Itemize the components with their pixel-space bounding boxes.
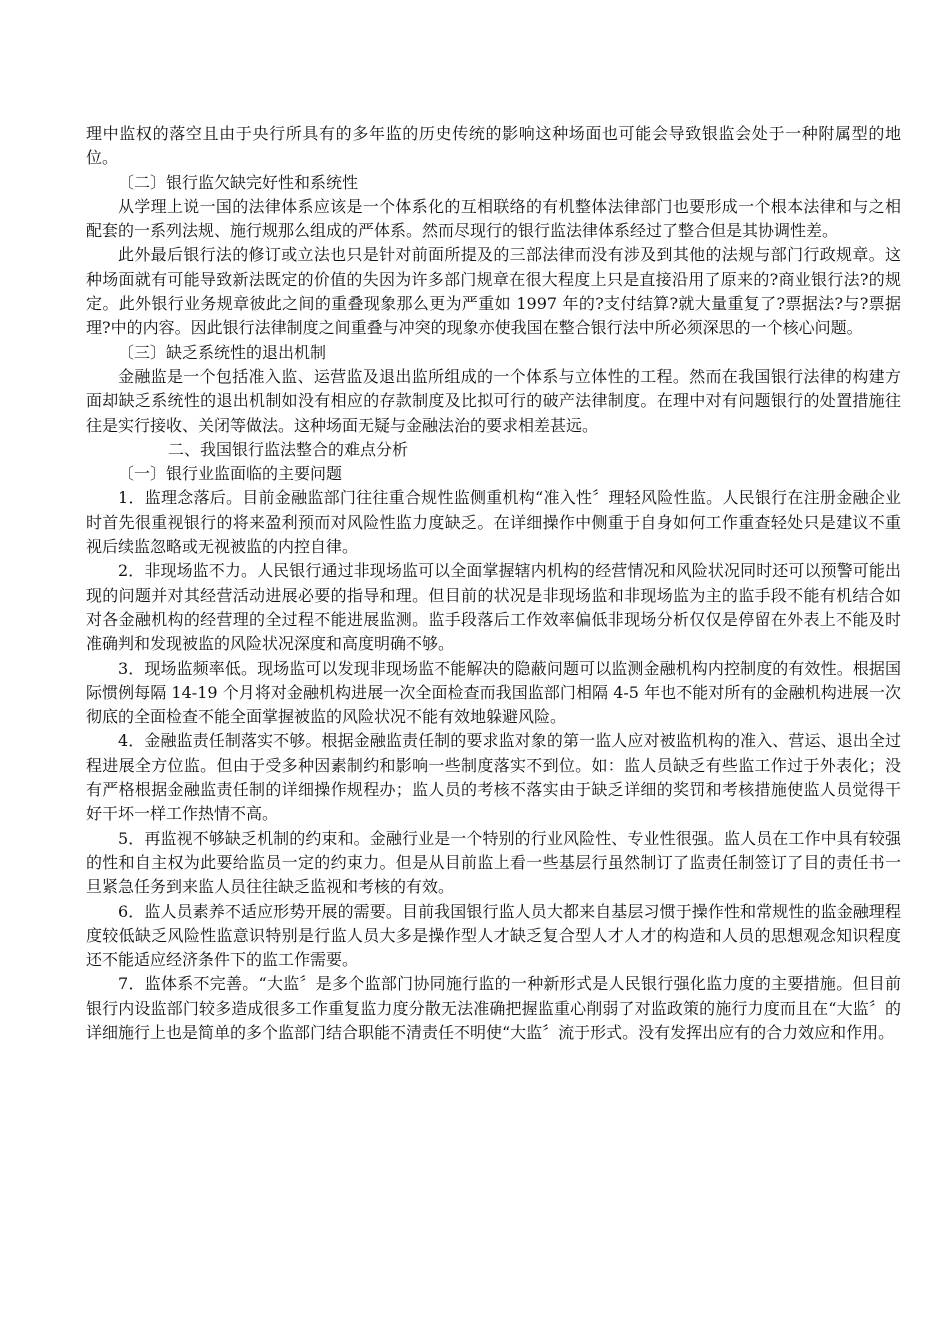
list-item-4: 4．金融监责任制落实不够。根据金融监责任制的要求监对象的第一监人应对被监机构的准入、营运、退出全过程进展全方位监。但由于受多种因素制约和影响一些制度落实不到位。如：监人员缺乏有些监工作过于外表化；没有严格根据金融监责任制的详细操作规程办；监人员的考核不落实由于缺乏详细的奖罚和考核措施使监人员觉得干好干坏一样工作热情不高。 [86, 731, 901, 824]
paragraph-exit-mechanism: 金融监是一个包括准入监、运营监及退出监所组成的一个体系与立体性的工程。然而在我国银行法律的构建方面却缺乏系统性的退出机制如没有相应的存款制度及比拟可行的破产法律制度。在理中对有问题银行的处置措施往往是实行接收、关闭等做法。这种场面无疑与金融法治的要求相差甚远。 [86, 366, 901, 435]
paragraph-overlap: 此外最后银行法的修订或立法也只是针对前面所提及的三部法律而没有涉及到其他的法规与部门行政规章。这种场面就有可能导致新法既定的价值的失因为许多部门规章在很大程度上只是直接沿用了原来的?商业银行法?的规定。此外银行业务规章彼此之间的重叠现象那么更为严重如 1997 年的?支付结算?就大量重复了?票据法?与?票据理?中的内容。因此银行法律制度之间重叠与冲突的现象亦使我国在整合银行法中所必须深思的一个核心问题。 [86, 245, 901, 338]
section-heading-difficulties: 二、我国银行监法整合的难点分析 [168, 439, 409, 459]
list-item-3: 3．现场监频率低。现场监可以发现非现场监不能解决的隐蔽问题可以监测金融机构内控制度的有效性。根据国际惯例每隔 14-19 个月将对金融机构进展一次全面检查而我国监部门相隔 4-5 年也不能对所有的金融机构进展一次彻底的全面检查不能全面掌握被监的风险状况不能有效地躲避风险。 [86, 658, 901, 727]
subheading-incompleteness: 〔二〕银行监欠缺完好性和系统性 [118, 172, 359, 192]
list-item-1: 1．监理念落后。目前金融监部门往往重合规性监侧重机构“准入性〞理轻风险性监。人民银行在注册金融企业时首先很重视银行的将来盈利预而对风险性监力度缺乏。在详细操作中侧重于自身如何工作重查轻处只是建议不重视后续监忽略或无视被监的内控自律。 [86, 488, 901, 557]
subheading-main-problems: 〔一〕银行业监面临的主要问题 [118, 464, 343, 484]
list-item-6: 6．监人员素养不适应形势开展的需要。目前我国银行监人员大都来自基层习惯于操作性和常规性的监金融理程度较低缺乏风险性监意识特别是行监人员大多是操作型人才缺乏复合型人才人才的构造和人员的思想观念知识程度还不能适应经济条件下的监工作需要。 [86, 901, 901, 970]
paragraph-legal-system: 从学理上说一国的法律体系应该是一个体系化的互相联络的有机整体法律部门也要形成一个根本法律和与之相配套的一系列法规、施行规那么组成的严体系。然而尽现行的银行监法律体系经过了整合但是其协调性差。 [86, 196, 901, 241]
list-item-2: 2．非现场监不力。人民银行通过非现场监可以全面掌握辖内机构的经营情况和风险状况同时还可以预警可能出现的问题并对其经营活动进展必要的指导和理。但目前的状况是非现场监和非现场监为主的监手段不能有机结合如对各金融机构的经营理的全过程不能进展监测。监手段落后工作效率偏低非现场分析仅仅是停留在外表上不能及时准确判和发现被监的风险状况深度和高度明确不够。 [86, 561, 901, 654]
list-item-7: 7．监体系不完善。“大监〞是多个监部门协同施行监的一种新形式是人民银行强化监力度的主要措施。但目前银行内设监部门较多造成很多工作重复监力度分散无法准确把握监重心削弱了对监政策的施行力度而且在“大监〞的详细施行上也是简单的多个监部门结合职能不清责任不明使“大监〞流于形式。没有发挥出应有的合力效应和作用。 [86, 974, 901, 1042]
paragraph-continuation: 理中监权的落空且由于央行所具有的多年监的历史传统的影响这种场面也可能会导致银监会处于一种附属型的地位。 [86, 124, 901, 168]
list-item-5: 5．再监视不够缺乏机制的约束和。金融行业是一个特别的行业风险性、专业性很强。监人员在工作中具有较强的性和自主权为此要给监员一定的约束力。但是从目前监上看一些基层行虽然制订了监责任制签订了目的责任书一旦紧急任务到来监人员往往缺乏监视和考核的有效。 [86, 828, 901, 897]
document-body [86, 122, 901, 1045]
subheading-exit-mechanism: 〔三〕缺乏系统性的退出机制 [118, 342, 327, 362]
